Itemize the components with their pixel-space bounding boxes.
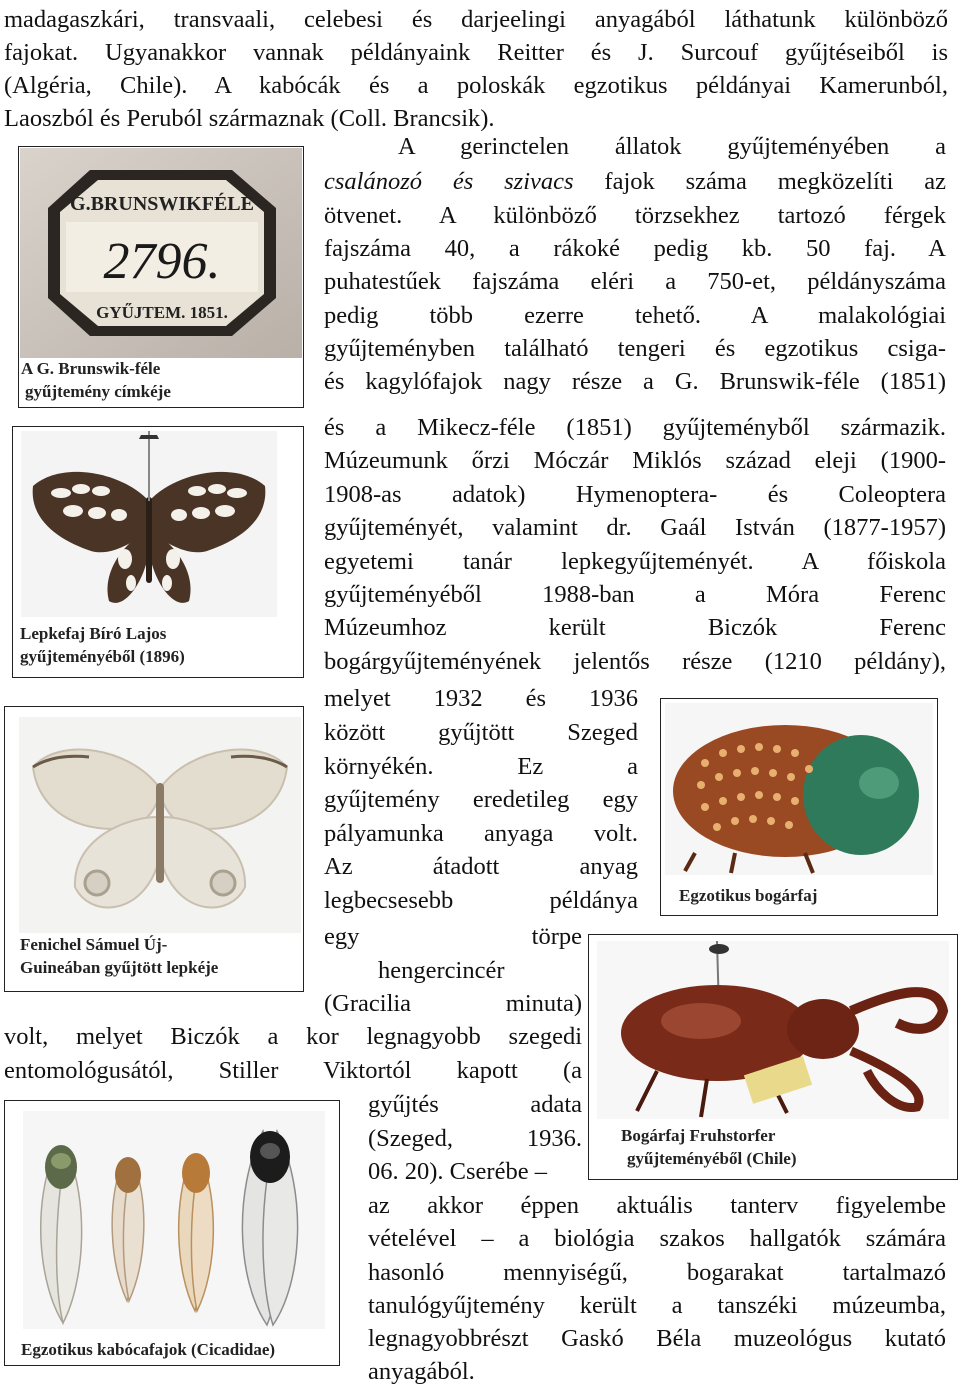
body-line: az akkor éppen aktuális tanterv figyelembe: [368, 1192, 946, 1219]
figure-caption: gyűjteményéből (Chile): [627, 1149, 797, 1168]
body-line: fajokat. Ugyanakkor vannak példányaink Reitter és J. Surcouf gyűjtéseiből is: [4, 39, 948, 66]
body-line: tanulógyűjtemény került a tanszéki múzeumba,: [368, 1292, 946, 1319]
body-line: gyűjteményéből 1988-ban a Móra Ferenc: [324, 581, 946, 608]
beetle-photo: [597, 941, 949, 1119]
body-line: fajszáma 40, a rákoké pedig kb. 50 faj. A: [324, 235, 946, 262]
figure-caption: Lepkefaj Bíró Lajos: [20, 624, 167, 643]
body-line: melyet 1932 és 1936: [324, 685, 638, 712]
butterfly-photo: [19, 717, 301, 933]
body-line: ötvenet. A különböző törzsekhez tartozó férgek: [324, 202, 946, 229]
figure-caption: Egzotikus bogárfaj: [679, 886, 818, 905]
cicadas-photo: [23, 1111, 325, 1329]
figure-collection-label: [18, 146, 304, 408]
body-line: hasonló mennyiségű, bogarakat tartalmazó: [368, 1259, 946, 1286]
body-line: Laoszból és Peruból származnak (Coll. Brancsik).: [4, 105, 495, 132]
body-line: gyűjtés adata: [368, 1091, 582, 1118]
butterfly-photo: [21, 431, 277, 617]
figure-caption: Bogárfaj Fruhstorfer: [621, 1126, 776, 1145]
figure-caption: gyűjteményéből (1896): [20, 647, 185, 666]
body-line: hengercincér: [378, 957, 505, 984]
figure-butterfly-fenichel: [4, 706, 304, 992]
body-line: (Gracilia minuta): [324, 990, 582, 1017]
label-top-text: G.BRUNSWIKFÉLE: [70, 193, 254, 215]
body-line: bogárgyűjteményének jelentős része (1210 példány),: [324, 648, 946, 675]
body-line: között gyűjtött Szeged: [324, 719, 638, 746]
body-line: pályamunka anyaga volt.: [324, 820, 638, 847]
body-line: Múzeumhoz került Biczók Ferenc: [324, 614, 946, 641]
body-line: A gerinctelen állatok gyűjteményében a: [398, 133, 946, 160]
body-line: csalánozó és szivacs fajok száma megközelíti az: [324, 168, 946, 195]
body-line: gyűjteményben található tengeri és egzotikus csiga-: [324, 335, 946, 362]
figure-fruhstorfer-beetle: [588, 934, 958, 1180]
beetle-photo: [665, 703, 933, 875]
figure-exotic-beetle: [660, 698, 938, 916]
body-line: (Szeged, 1936.: [368, 1125, 582, 1152]
body-line: és a Mikecz-féle (1851) gyűjteményből származik.: [324, 414, 946, 441]
figure-cicadas: [4, 1100, 340, 1366]
figure-caption: Fenichel Sámuel Új-: [20, 935, 168, 954]
figure-caption: gyűjtemény címkéje: [25, 382, 171, 401]
figure-caption: A G. Brunswik-féle: [21, 359, 161, 378]
body-line: pedig több ezerre tehető. A malakológiai: [324, 302, 946, 329]
body-line: gyűjteményét, valamint dr. Gaál István (1877-1957): [324, 514, 946, 541]
body-line: gyűjtemény eredetileg egy: [324, 786, 638, 813]
figure-caption: Egzotikus kabócafajok (Cicadidae): [21, 1340, 276, 1359]
body-line: környékén. Ez a: [324, 753, 638, 780]
body-line: egy törpe: [324, 923, 582, 950]
label-bottom-text: GYŰJTEM. 1851.: [96, 303, 228, 322]
body-line: entomológusától, Stiller Viktortól kapott (a: [4, 1057, 582, 1084]
label-number-text: 2796.: [103, 233, 221, 290]
body-line: puhatestűek fajszáma eléri a 750-et, példányszáma: [324, 268, 946, 295]
body-line: Múzeumunk őrzi Móczár Miklós század eleji (1900-: [324, 447, 946, 474]
figure-butterfly-biro: [12, 426, 304, 678]
body-line: volt, melyet Biczók a kor legnagyobb szegedi: [4, 1023, 582, 1050]
italic-terms: csalánozó és szivacs: [324, 168, 574, 195]
body-line: legnagyobbrészt Gaskó Béla muzeológus kutató: [368, 1325, 946, 1352]
body-line: Az átadott anyag: [324, 853, 638, 880]
label-photo: [20, 148, 302, 358]
body-line: 1908-as adatok) Hymenoptera- és Coleoptera: [324, 481, 946, 508]
body-line: 06. 20). Cserébe –: [368, 1158, 547, 1185]
body-line: legbecsesebb példánya: [324, 887, 638, 914]
figure-caption: Guineában gyűjtött lepkéje: [20, 958, 219, 977]
body-line: anyagából.: [368, 1358, 475, 1385]
body-line: vételével – a biológia szakos hallgatók számára: [368, 1225, 946, 1252]
body-line: (Algéria, Chile). A kabócák és a poloskák egzotikus példányai Kamerunból,: [4, 72, 948, 99]
body-line: madagaszkári, transvaali, celebesi és darjeelingi anyagából láthatunk különböző: [4, 6, 948, 33]
body-line: egyetemi tanár lepkegyűjteményét. A főiskola: [324, 548, 946, 575]
body-line: és kagylófajok nagy része a G. Brunswik-féle (1851): [324, 368, 946, 395]
